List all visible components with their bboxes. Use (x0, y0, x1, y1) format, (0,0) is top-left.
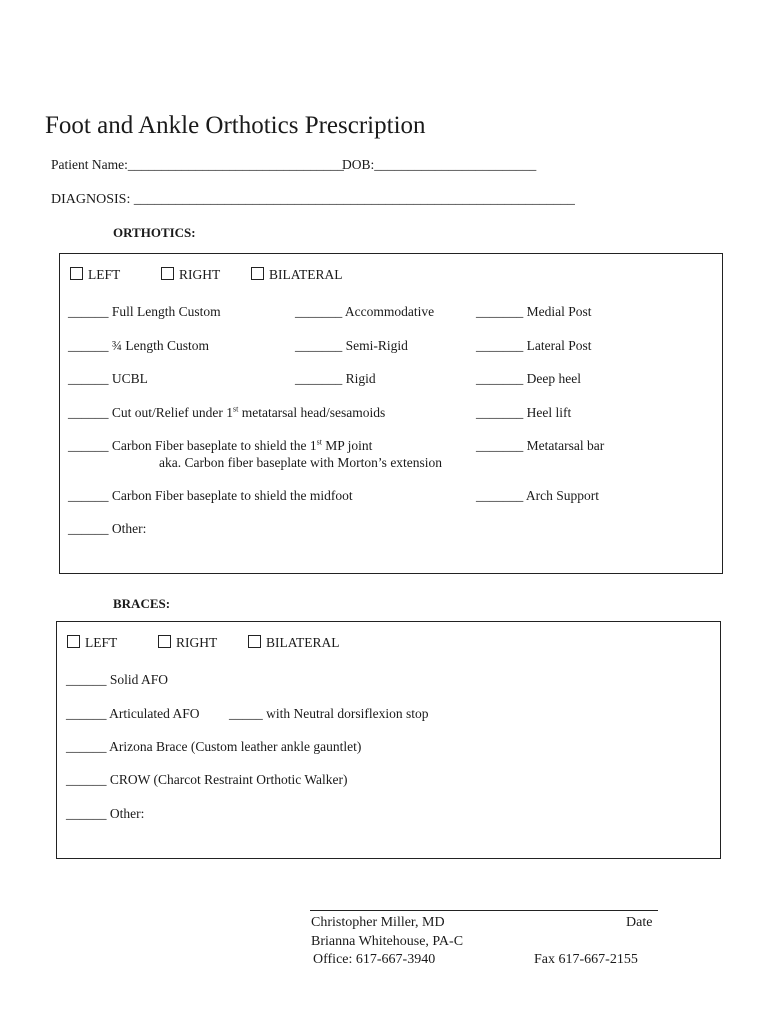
item-three-quarter-length-custom[interactable]: ______ ¾ Length Custom (68, 338, 209, 353)
orthotics-bilateral-option[interactable] (251, 266, 343, 284)
checkbox-icon[interactable] (70, 267, 83, 280)
item-deep-heel[interactable]: _______ Deep heel (476, 371, 581, 386)
checkbox-icon[interactable] (158, 635, 171, 648)
orthotics-left-label: LEFT (88, 267, 121, 282)
carbon-tail: MP joint (321, 438, 373, 453)
cutout-text: ______ Cut out/Relief under 1 (68, 405, 233, 420)
item-medial-post[interactable]: _______ Medial Post (476, 304, 592, 319)
carbon-sup: st (316, 437, 322, 447)
orthotics-right-label: RIGHT (179, 267, 221, 282)
braces-bilateral-option[interactable] (248, 634, 340, 652)
braces-left-option[interactable] (67, 634, 117, 652)
office-phone: Office: 617-667-3940 (313, 952, 436, 967)
item-full-length-custom[interactable]: ______ Full Length Custom (68, 304, 221, 319)
item-accommodative[interactable]: _______ Accommodative (295, 304, 435, 319)
item-braces-other[interactable]: ______ Other: (66, 806, 145, 821)
item-arch-support[interactable]: _______ Arch Support (476, 488, 599, 503)
orthotics-bilateral-label: BILATERAL (269, 267, 343, 282)
item-arizona-brace[interactable]: ______ Arizona Brace (Custom leather ankle gauntlet) (66, 739, 362, 754)
braces-box (56, 621, 721, 859)
orthotics-box (59, 253, 723, 574)
cutout-tail: metatarsal head/sesamoids (238, 405, 386, 420)
page-title: Foot and Ankle Orthotics Prescription (45, 112, 426, 139)
checkbox-icon[interactable] (161, 267, 174, 280)
item-crow[interactable]: ______ CROW (Charcot Restraint Orthotic Walker) (66, 772, 348, 787)
item-semi-rigid[interactable]: _______ Semi-Rigid (295, 338, 408, 353)
item-cutout-relief[interactable] (68, 404, 385, 421)
cutout-sup: st (232, 404, 239, 414)
dob-field[interactable]: DOB:________________________ (342, 157, 537, 172)
braces-left-label: LEFT (85, 635, 118, 650)
braces-right-option[interactable] (158, 634, 217, 652)
item-lateral-post[interactable]: _______ Lateral Post (476, 338, 592, 353)
item-orthotics-other[interactable]: ______ Other: (68, 521, 147, 536)
item-carbon-fiber-mp-joint[interactable] (68, 437, 372, 454)
braces-right-label: RIGHT (176, 635, 218, 650)
item-ucbl[interactable]: ______ UCBL (68, 371, 148, 386)
assistant-name: Brianna Whitehouse, PA-C (311, 934, 464, 949)
braces-section-label: BRACES: (113, 596, 171, 611)
date-label: Date (626, 915, 653, 930)
item-carbon-fiber-midfoot[interactable]: ______ Carbon Fiber baseplate to shield the midfoot (68, 488, 353, 503)
checkbox-icon[interactable] (67, 635, 80, 648)
orthotics-section-label: ORTHOTICS: (113, 225, 196, 240)
item-metatarsal-bar[interactable]: _______ Metatarsal bar (476, 438, 605, 453)
diagnosis-field[interactable]: DIAGNOSIS: _______________________________________________________________ (51, 192, 575, 207)
item-rigid[interactable]: _______ Rigid (295, 371, 376, 386)
fax-number: Fax 617-667-2155 (534, 952, 638, 967)
item-heel-lift[interactable]: _______ Heel lift (476, 405, 572, 420)
signature-line[interactable] (310, 910, 658, 911)
orthotics-right-option[interactable] (161, 266, 220, 284)
orthotics-left-option[interactable] (70, 266, 120, 284)
patient-name-field[interactable]: Patient Name:________________________________ (51, 157, 344, 172)
item-articulated-afo[interactable]: ______ Articulated AFO (66, 706, 200, 721)
physician-name: Christopher Miller, MD (311, 915, 445, 930)
item-carbon-fiber-aka: aka. Carbon fiber baseplate with Morton’s extension (159, 455, 443, 470)
checkbox-icon[interactable] (251, 267, 264, 280)
item-solid-afo[interactable]: ______ Solid AFO (66, 672, 169, 687)
checkbox-icon[interactable] (248, 635, 261, 648)
braces-bilateral-label: BILATERAL (266, 635, 340, 650)
carbon-text: ______ Carbon Fiber baseplate to shield the 1 (68, 438, 317, 453)
item-neutral-dorsiflexion-stop[interactable]: _____ with Neutral dorsiflexion stop (229, 706, 429, 721)
